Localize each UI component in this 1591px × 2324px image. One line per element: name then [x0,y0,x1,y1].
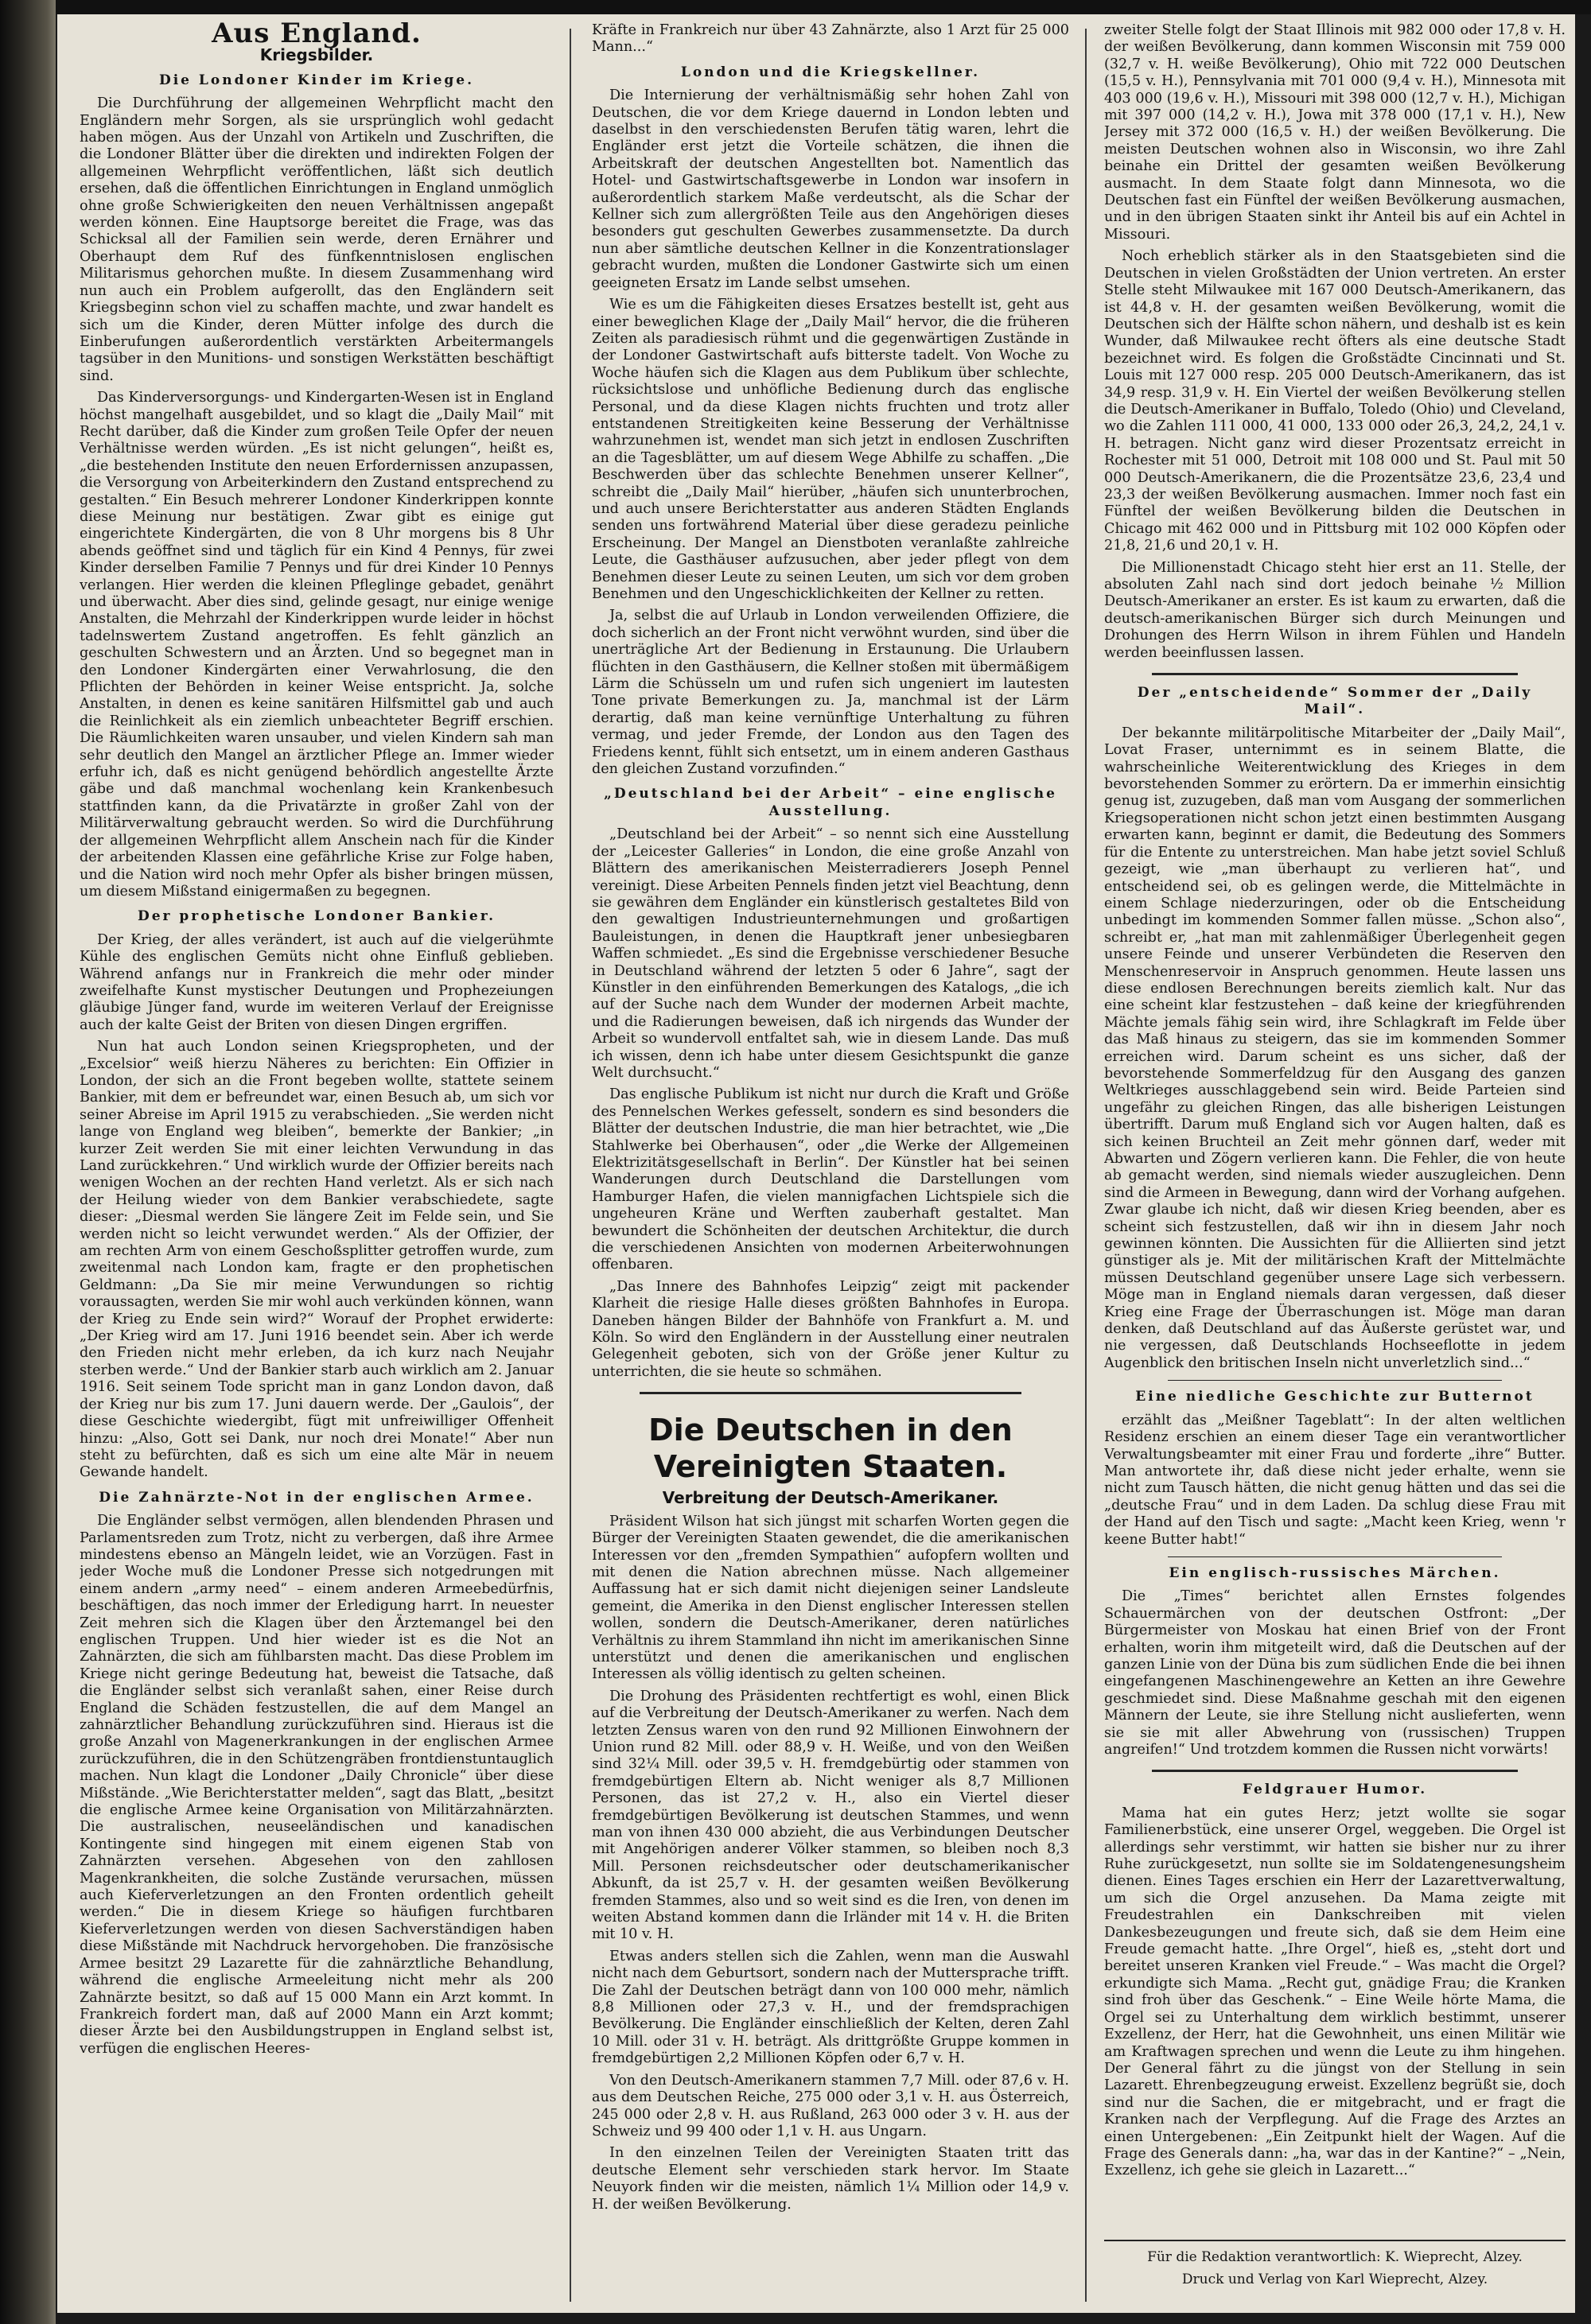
section-divider [1168,1556,1502,1557]
article-paragraph: Das englische Publikum ist nicht nur durch die Kraft und Größe des Pennelschen Werkes gefesselt, sondern es sind besonders die Blätter der deutschen Industrie, die man hier betrachtet, wie „Die Stahlwerke bei Oberhausen“, oder „die Werke der Allgemeinen Elektrizitätsgesellschaft in Berlin“. Der Künstler hat bei seinen Wanderungen durch Deutschland die Darstellungen vom Hamburger Hafen, die vielen mannigfachen Lichtspiele sich die ungeheuren Kräne und Werften zauberhaft gestaltet. Man bewundert die Schönheiten der deutschen Architektur, die durch die verschiedenen Ansichten von modernen Arbeiterwohnungen offenbaren. [592,1086,1069,1273]
article-paragraph: Die Durchführung der allgemeinen Wehrpflicht macht den Engländern mehr Sorgen, als sie ursprünglich wohl gedacht haben mögen. Aus der Unzahl von Artikeln und Zuschriften, die die Londoner Blätter über die direkten und indirekten Folgen der allgemeinen Wehrpflicht veröffentlichen, läßt sich deutlich ersehen, daß die öffentlichen Einrichtungen in England unmöglich ohne große Schwierigkeiten den neuen Verhältnissen angepaßt werden können. Eine Hauptsorge bereitet die Frage, was das Schicksal all der Familien sein werde, deren Ernährer und Oberhaupt dem Ruf des fünfkenntnislosen englischen Militarismus gehorchen mußte. In diesem Zusammenhang wird nun auch ein Problem aufgerollt, das den Engländern seit Kriegsbeginn schon viel zu schaffen machte, und zwar handelt es sich um die Kinder, deren Mütter infolge des durch die Einberufungen außerordentlich verstärkten Arbeitermangels tagsüber in den Munitions- und sonstigen Werkstätten beschäftigt sind. [80,95,554,384]
scan-binding-edge [0,0,56,2324]
article-heading-exhibition: „Deutschland bei der Arbeit“ – eine englische Ausstellung. [604,786,1057,819]
article-paragraph: „Deutschland bei der Arbeit“ – so nennt sich eine Ausstellung der „Leicester Galleries“ in London, die eine große Anzahl von Blättern des amerikanischen Meisterradierers Joseph Pennel vereinigt. Diese Arbeiten Pennels finden jetzt viel Beachtung, denn sie gewähren dem Engländer ein künstlerisch gestaltetes Bild von den gewaltigen Industrieunternehmungen und großartigen Bauleistungen, in denen die Hauptkraft jener unbesiegbaren Waffen schmiedet. „Es sind die Ergebnisse verschiedener Besuche in Deutschland während der letzten 5 oder 6 Jahre“, sagt der Künstler in den einführenden Bemerkungen des Katalogs, „die ich auf der Suche nach dem Wunder der modernen Arbeit machte, und die Radierungen beweisen, daß ich nirgends das Wunder der Arbeit so wundervoll entfaltet sah, wie in diesem Lande. Das muß ich wissen, denn ich habe unter diesem Gesichtspunkt die ganze Welt durchsucht.“ [592,826,1069,1081]
column-rule-2 [1085,29,1087,2302]
article-heading-banker: Der prophetische Londoner Bankier. [137,908,496,925]
article-paragraph: Die Millionenstadt Chicago steht hier erst an 11. Stelle, der absoluten Zahl nach sind dort jedoch beinahe ½ Million Deutsch-Amerikaner an erster. Es ist kaum zu erwarten, daß die deutsch-amerikanischen Bürger sich durch Meinungen und Drohungen des Herrn Wilson in ihrem Fühlen und Handeln werden beeinflussen lassen. [1104,559,1566,661]
continued-text: Kräfte in Frankreich nur über 43 Zahnärzte, also 1 Arzt für 25 000 Mann...“ [592,22,1069,56]
article-subtitle-distribution: Verbreitung der Deutsch-Amerikaner. [662,1488,999,1508]
column-3 [1104,22,1566,2305]
article-heading-daily-mail-summer: Der „entscheidende“ Sommer der „Daily Mail“. [1137,685,1533,718]
column-1 [80,22,554,2305]
article-heading-butter: Eine niedliche Geschichte zur Butternot [1135,1389,1535,1405]
section-title-aus-england: Aus England. [212,22,422,49]
imprint [1104,2240,1566,2291]
column-2 [592,22,1069,2305]
section-divider [640,1392,1021,1394]
article-paragraph: Die „Times“ berichtet allen Ernstes folgendes Schauermärchen von der deutschen Ostfront: „Der Bürgermeister von Moskau hat einen Brief von der Front erhalten, worin ihm mitgeteilt wird, daß die Deutschen auf der ganzen Linie von der Düna bis zum südlichen Ende die bei ihnen eingefangenen Maschinengewehre an Ketten an ihre Gewehre geschmiedet sind. Diese Maßnahme geschah mit den eigenen Männern der Leute, sie ihre Stellung nicht auslieferten, wenn sie sie mit aller Abwehrung von (russischen) Truppen angreifen!“ Und trotzdem kommen die Russen nicht vorwärts! [1104,1588,1566,1758]
article-paragraph: „Das Innere des Bahnhofes Leipzig“ zeigt mit packender Klarheit die riesige Halle dieses größten Bahnhofes in Europa. Daneben hängen Bilder der Bahnhöfe von Frankfurt a. M. und Köln. So wird den Engländern in der Ausstellung einer neutralen Gelegenheit geboten, sich von der Größe jener Kultur zu unterrichten, die sie heute so schmähen. [592,1278,1069,1380]
section-subtitle-kriegsbilder: Kriegsbilder. [259,45,374,65]
article-paragraph: In den einzelnen Teilen der Vereinigten Staaten tritt das deutsche Element sehr verschieden stark hervor. Im Staate Neuyork finden wir die meisten, nämlich 1¼ Million oder 14,9 v. H. der weißen Bevölkerung. [592,2145,1069,2213]
article-paragraph: Wie es um die Fähigkeiten dieses Ersatzes bestellt ist, geht aus einer beweglichen Klage der „Daily Mail“ hervor, die die früheren Zeiten als paradiesisch rühmt und die gegenwärtigen Zustände in der Londoner Gastwirtschaft aufs bitterste tadelt. Von Woche zu Woche häufen sich die Klagen aus dem Publikum über schlechte, rücksichtslose und unhöfliche Bedienung durch das englische Personal, und da diese Klagen nichts fruchten und trotz aller entstandenen Streitigkeiten keine Besserung der Verhältnisse wahrzunehmen ist, wendet man sich jetzt in endlosen Zuschriften an die Tagesblätter, um auf diesem Wege Abhilfe zu schaffen. „Die Beschwerden über das schlechte Benehmen unserer Kellner“, schreibt die „Daily Mail“ hierüber, „häufen sich ununterbrochen, und auch unsere Berichterstatter aus anderen Städten Englands senden uns fortwährend Material über diese geradezu peinliche Erscheinung. Der Mangel an Dienstboten veranlaßte zahlreiche Leute, die Gasthäuser aufzusuchen, aber jeder pflegt von dem Benehmen dieser Leute zu seinen Leuten, um sich vor dem groben Benehmen und den Ungeschicklichkeiten der Kellner zu retten. [592,297,1069,602]
article-paragraph: Mama hat ein gutes Herz; jetzt wollte sie sogar Familienerbstück, eine unserer Orgel, weggeben. Die Orgel ist allerdings sehr verstimmt, wir hatten sie bisher nur zu ihrer Ruhe zurückgesetzt, nun sollte sie im Soldatengenesungsheim dienen. Eines Tages erschien ein Herr der Lazarettverwaltung, um sich die Orgel anzusehen. Da Mama zeigte mit Freudestrahlen ein Dankschreiben mit vielen Dankesbezeugungen und freute sich, daß sie dem Heim eine Freude gemacht hatte. „Ihre Orgel“, hieß es, „steht dort und bereitet unseren Kranken viel Freude.“ – Was macht die Orgel? erkundigte sich Mama. „Recht gut, gnädige Frau; die Kranken sind froh über das Geschenk.“ – Eine Weile hörte Mama, die Orgel sei zu Unterhaltung dem wirklich bestimmt, unserer Exzellenz, der Herr, hat die Gewohnheit, uns einen Militär wie am Kraftwagen sprechen und wenn die Leute zu ihm hingehen. Der General fährt zu die jüngst von der Stellung in sein Lazarett. Ehrenbegzeugung erweist. Exzellenz begrüßt sie, doch sind nur die Sachen, die er mitgebracht, und er fragt die Kranken nach der Verpflegung. Auf die Frage des Arztes an einen Untergebenen: „Ein Zeitpunkt hielt der Wagen. Auf die Frage des Generals dann: „ha, war das in der Kantine?“ – „Nein, Exzellenz, ich gehe sie gleich in Lazarett...“ [1104,1805,1566,2179]
article-paragraph: Der Krieg, der alles verändert, ist auch auf die vielgerühmte Kühle des englischen Gemüts nicht ohne Einfluß geblieben. Während anfangs nur in Frankreich die mehr oder minder zweifelhafte Kunst mystischer Deutungen und Prophezeiungen gläubige Jünger fand, wurde im weiteren Verlauf der Ereignisse auch der kalte Geist der Briten von diesen Dingen ergriffen. [80,931,554,1033]
article-title-germans-in-us: Die Deutschen in den Vereinigten Staaten. [648,1413,1013,1485]
article-paragraph: Der bekannte militärpolitische Mitarbeiter der „Daily Mail“, Lovat Fraser, unternimmt es in seinem Blatte, die wahrscheinliche Weiterentwicklung des Krieges in dem bevorstehenden Sommer zu erörtern. Da er immerhin einsichtig genug ist, zuzugeben, daß man vom Ausgang der sommerlichen Kriegsoperationen nicht schon jetzt einen bestimmten Ausgang erwarten kann, beginnt er damit, die Bedeutung des Sommers für die Entente zu unterstreichen. Man habe jetzt soviel Schluß gezeigt, wie „man überhaupt zu verlieren hat“, und entscheidend sei, ob es gelingen werde, die Mittelmächte in einem Schlage niederzuringen, oder ob die Entscheidung unbedingt im kommenden Sommer fallen müsse. „Schon also“, schreibt er, „hat man mit zahlenmäßiger Überlegenheit gegen unsere Feinde und unserer Verbündeten die Reserven den Menschenreservoir in Anspruch genommen. Heute lassen uns diese endlosen Berechnungen bereits ziemlich kalt. Nur das eine scheint klar festzustehen – daß keine der kriegführenden Mächte jemals fähig sein wird, ihre Schlagkraft im Felde über das Maß hinaus zu steigern, das sie im kommenden Sommer erreichen wird. Darum scheint es uns sicher, daß der bevorstehende Sommerfeldzug für den Ausgang des ganzen Weltkrieges ausschlaggebend sein wird. Beide Parteien sind ungefähr zu gleichen Ringen, das alle bisherigen Leistungen übertrifft. Darum muß England sich vor Augen halten, daß es sich keinen Bruchteil an Zeit mehr gönnen darf, weder mit Abwarten und Zögern verlieren kann. Die Fehler, die von heute ab gemacht werden, sind niemals wieder auszugleichen. Denn sind die Armeen in Bewegung, dann wird der Vorhang aufgehen. Zwar glaube ich nicht, daß wir diesen Krieg beenden, aber es scheint sich festzustellen, daß wir ihn in diesem Jahr noch gewinnen könnten. Die Aussichten für die Alliierten sind jetzt günstiger als je. Mit der militärischen Kraft der Mittelmächte müssen Deutschland gegenüber unsere Lage sich verbessern. Möge man in England niemals daran vergessen, daß dieser Krieg eine Frage der Überraschungen ist. Möge man daran denken, daß Deutschland auf das Äußerste gerüstet war, und nie vergessen, daß Deutschlands Hochseeflotte in jedem Augenblick den britischen Inseln nicht unverletzlich sind...“ [1104,725,1566,1371]
article-paragraph: Präsident Wilson hat sich jüngst mit scharfen Worten gegen die Bürger der Vereinigten Staaten gewendet, die die amerikanischen Interessen vor den „fremden Sympathien“ aufopfern wollten und mit denen die Nation abrechnen müsse. Nach allgemeiner Auffassung hat er sich damit nicht diejenigen seiner Landsleute gemeint, die Amerika in den Dienst englischer Interessen stellen wollen, sondern die Deutsch-Amerikaner, deren natürliches Verhältnis zu ihrem Stammland ihn nicht im amerikanischen Sinne unterstützt und denen die amerikanischen und englischen Interessen als völlig identisch zu gelten scheinen. [592,1513,1069,1683]
article-paragraph: Von den Deutsch-Amerikanern stammen 7,7 Mill. oder 87,6 v. H. aus dem Deutschen Reiche, 275 000 oder 3,1 v. H. aus Österreich, 245 000 oder 2,8 v. H. aus Rußland, 263 000 oder 3 v. H. aus der Schweiz und 99 400 oder 1,1 v. H. aus Ungarn. [592,2072,1069,2139]
imprint-editor: Für die Redaktion verantwortlich: K. Wieprecht, Alzey. [1147,2249,1523,2265]
section-divider [1152,673,1518,675]
article-heading-waiters: London und die Kriegskellner. [680,64,981,80]
article-paragraph: Noch erheblich stärker als in den Staatsgebieten sind die Deutschen in vielen Großstädten der Union vertreten. An erster Stelle steht Milwaukee mit 167 000 Deutsch-Amerikanern, das ist 44,8 v. H. der gesamten weißen Bevölkerung, womit die Deutschen sich der Hälfte schon nähern, und deshalb ist es kein Wunder, daß Milwaukee recht öfters als eine deutsche Stadt bezeichnet wird. Es folgen die Großstädte Cincinnati und St. Louis mit 127 000 resp. 205 000 Deutsch-Amerikanern, das ist 34,9 resp. 31,9 v. H. Ein Viertel der weißen Bevölkerung stellen die Deutsch-Amerikaner in Buffalo, Toledo (Ohio) und Cleveland, wo die Zahlen 111 000, 41 000, 133 000 oder 26,3, 24,2, 24,1 v. H. betragen. Nicht ganz wird dieser Prozentsatz erreicht in Rochester mit 51 000, Detroit mit 108 000 und St. Paul mit 50 000 Deutsch-Amerikanern, die die Prozentsätze 23,6, 23,4 und 23,3 der weißen Bevölkerung ausmachen. Immer noch fast ein Fünftel der weißen Bevölkerung bilden die Deutschen in Chicago mit 462 000 und in Pittsburg mit 102 000 Köpfen oder 21,8, 21,6 und 20,1 v. H. [1104,248,1566,554]
section-divider [1168,1380,1502,1381]
article-paragraph: Etwas anders stellen sich die Zahlen, wenn man die Auswahl nicht nach dem Geburtsort, sondern nach der Muttersprache trifft. Die Zahl der Deutschen beträgt dann von 100 000 mehr, nämlich 8,8 Millionen oder 27,3 v. H., und der fremdsprachigen Bevölkerung. Die Engländer einschließlich der Kelten, deren Zahl 10 Mill. oder 31 v. H. beträgt. Als drittgrößte Gruppe kommen in fremdgebürtigen 2,2 Millionen Köpfen oder 6,7 v. H. [592,1948,1069,2067]
article-paragraph: erzählt das „Meißner Tageblatt“: In der alten weltlichen Residenz erschien an einem dieser Tage ein verantwortlicher Verwaltungsbeamter mit einer Frau und forderte „ihre“ Butter. Man antwortete ihr, daß diese nicht jeder erhalte, wenn sie nicht zum Tausch hätten, die nicht genug hätten und das sei die „deutsche Frau“ und in dem Laden. Da schlug diese Frau mit der Hand auf den Tisch und sagte: „Macht keen Krieg, wenn 'r keene Butter habt!“ [1104,1412,1566,1548]
article-heading-london-children: Die Londoner Kinder im Kriege. [158,72,475,88]
article-paragraph: Die Drohung des Präsidenten rechtfertigt es wohl, einen Blick auf die Verbreitung der Deutsch-Amerikaner zu werfen. Nach dem letzten Zensus waren von den rund 92 Millionen Einwohnern der Union rund 82 Mill. oder 88,9 v. H. Weiße, und von den Weißen sind 32¼ Mill. oder 39,5 v. H. fremdgebürtig oder stammen von fremdgebürtigen Eltern ab. Nicht weniger als 8,7 Millionen Personen, das ist 27,2 v. H., also ein Viertel dieser fremdgebürtigen Bevölkerung ist deutschen Stammes, und wenn man von ihnen 430 000 abzieht, die aus Verbindungen Deutscher mit Angehörigen anderer Völker stammen, so bleiben noch 8,3 Mill. Personen reichsdeutscher oder deutschamerikanischer Abkunft, da ist 25,7 v. H. der gesamten weißen Bevölkerung fremden Stammes, also und so weit sind es die Iren, von denen im weiten Abstand kommen dann die Irländer mit 14 v. H. die Briten mit 10 v. H. [592,1688,1069,1943]
newspaper-page [57,14,1575,2313]
article-paragraph: Die Engländer selbst vermögen, allen blendenden Phrasen und Parlamentsreden zum Trotz, nicht zu verbergen, daß ihre Armee mindestens ebenso an Mängeln leidet, wie an Vorzügen. Fast in jeder Woche muß die Londoner Presse sich notgedrungen mit einem andern „army need“ – einem anderen Armeebedürfnis, beschäftigen, das noch immer der Erledigung harrt. In neuester Zeit mehren sich die Klagen über den Ärztemangel bei den englischen Truppen. Und hier wieder ist es die Not an Zahnärzten, die sich am fühlbarsten macht. Das diese Problem im Kriege nicht geringe Bedeutung hat, beweist die Tatsache, daß die Engländer selbst sich veranlaßt sahen, einer Reise durch England die Schäden festzustellen, die auf dem Mangel an zahnärztlicher Behandlung zurückzuführen sind. Hieraus ist die große Anzahl von Magenerkrankungen in der englischen Armee zurückzuführen, die in den Schützengräben frontdienstuntauglich machen. Nun klagt die Londoner „Daily Chronicle“ über diese Mißstände. „Wie Berichterstatter melden“, sagt das Blatt, „besitzt die englische Armee keine Organisation von Militärzahnärzten. Die australischen, neuseeländischen und kanadischen Kontingente sind hingegen mit einem eigenen Stab von Zahnärzten versehen. Abgesehen von den zahllosen Magenkrankheiten, die solche Zustände verursachen, müssen auch Kieferverletzungen an den Fronten ordentlich geheilt werden.“ Die in diesem Kriege so häufigen furchtbaren Kieferverletzungen werden von diesen Sachverständigen haben diese Mißstände mit Nachdruck hervorgehoben. Die französische Armee besitzt 29 Lazarette für die zahnärztliche Behandlung, während die englische Armeeleitung nicht mehr als 200 Zahnärzte besitzt, so daß auf 15 000 Mann ein Arzt kommt. In Frankreich fordert man, daß auf 2000 Mann ein Arzt kommt; dieser Ärzte bei den Ausbildungstruppen in England selbst ist, verfügen die englischen Heeres- [80,1513,554,2057]
article-paragraph: Die Internierung der verhältnismäßig sehr hohen Zahl von Deutschen, die vor dem Kriege dauernd in London lebten und daselbst in den verschiedensten Berufen tätig waren, lehrt die Engländer erst jetzt die Vorteile schätzen, die ihnen die Arbeitskraft der deutschen Angestellten bot. Namentlich das Hotel- und Gastwirtschaftsgewerbe in London war insofern in außerordentlich starkem Maße verdeutscht, als die Schar der Kellner sich zum allergrößten Teile aus den Angehörigen dieses besonders gut geschulten Gewerbes zusammensetzte. Da durch nun aber sämtliche deutschen Kellner in die Konzentrationslager gebracht wurden, mußten die Londoner Gastwirte sich um einen geeigneten Ersatz im Lande selbst umsehen. [592,87,1069,291]
imprint-publisher: Druck und Verlag von Karl Wieprecht, Alzey. [1181,2272,1488,2287]
section-divider [1152,1770,1518,1772]
article-paragraph: Nun hat auch London seinen Kriegspropheten, und der „Excelsior“ weiß hierzu Näheres zu berichten: Ein Offizier in London, der sich an die Front begeben wollte, stattete seinem Bankier, mit dem er befreundet war, einen Besuch ab, um sich vor seiner Abreise im April 1915 zu verabschieden. „Sie werden nicht lange von England weg bleiben“, bemerkte der Bankier; „in kurzer Zeit werden Sie mit einer leichten Verwundung in das Land zurückkehren.“ Und wirklich wurde der Offizier bereits nach wenigen Wochen an der rechten Hand verletzt. Als er sich nach der Heilung wieder von dem Bankier verabschiedete, sagte dieser: „Diesmal werden Sie längere Zeit im Felde sein, und Sie werden nicht so leicht verwundet werden.“ Als der Offizier, der am rechten Arm von einem Geschoßsplitter getroffen wurde, zum zweitenmal nach London kam, fragte er den prophetischen Geldmann: „Da Sie mir meine Verwundungen so richtig voraussagten, werden Sie mir wohl auch verkünden können, wann der Krieg zu Ende sein wird?“ Worauf der Prophet erwiderte: „Der Krieg wird am 17. Juni 1916 beendet sein. Aber ich werde den Frieden nicht mehr erleben, da ich kurz nach Neujahr sterben werde.“ Und der Bankier starb auch wirklich am 2. Januar 1916. Seit seinem Tode spricht man in ganz London davon, daß der Krieg nur bis zum 17. Juni dauern werde. Der „Gaulois“, der diese Geschichte wiedergibt, fügt mit unfreiwilliger Offenheit hinzu: „Also, Gott sei Dank, nur noch drei Monate!“ Aber nun steht zu befürchten, daß es sich um eine alte Mär in neuem Gewande handelt. [80,1039,554,1481]
article-heading-humor: Feldgrauer Humor. [1242,1782,1428,1798]
article-heading-dentists: Die Zahnärzte-Not in der englischen Armee. [99,1489,535,1506]
article-paragraph: Ja, selbst die auf Urlaub in London verweilenden Offiziere, die doch sicherlich an der Front nicht verwöhnt wurden, sind über die unerträgliche Art der Bedienung in Erstaunung. Die Urlaubern flüchten in den Gasthäusern, die Kellner stoßen mit übermäßigem Lärm die Schüsseln um und rufen sich ungeniert im lautesten Tone private Bemerkungen zu. Ja, manchmal ist der Lärm derartig, daß man keine vernünftige Unterhaltung zu führen vermag, und jeder Fremde, der London aus den Tagen des Friedens kennt, fühlt sich entsetzt, um in einem anderen Gasthaus den gleichen Zustand vorzufinden.“ [592,608,1069,778]
article-heading-fairy-tale: Ein englisch-russisches Märchen. [1169,1564,1501,1581]
scan-border-top [0,0,1591,14]
continued-text: zweiter Stelle folgt der Staat Illinois mit 982 000 oder 17,8 v. H. der weißen Bevölkerung, dann kommen Wisconsin mit 759 000 (32,7 v. H. weiße Bevölkerung), Ohio mit 722 000 Deutschen (15,5 v. H.), Pennsylvania mit 701 000 (9,4 v. H.), Minnesota mit 403 000 (19,6 v. H.), Missouri mit 398 000 (12,7 v. H.), Michigan mit 397 000 (14,2 v. H.), Jowa mit 378 000 (17,1 v. H.), New Jersey mit 372 000 (16,5 v. H.) der weißen Bevölkerung. Die meisten Deutschen wohnen also in Wisconsin, wo ihre Zahl beinahe ein Drittel der gesamten weißen Bevölkerung ausmacht. In dem Staate folgt dann Minnesota, wo die Deutschen fast ein Fünftel der weißen Bevölkerung ausmachen, und in den übrigen Staaten sinkt ihr Anteil bis auf ein Achtel in Missouri. [1104,22,1566,243]
column-rule-1 [570,29,571,2302]
article-paragraph: Das Kinderversorgungs- und Kindergarten-Wesen ist in England höchst mangelhaft ausgebildet, und so klagt die „Daily Mail“ mit Recht darüber, daß die Kinder zum großen Teile Opfer der neuen Verhältnisse werden würden. „Es ist nicht gelungen“, heißt es, „die bestehenden Institute den neuen Erfordernissen anzupassen, die Versorgung von Arbeiterkindern den Zustand entsprechend zu gestalten.“ Ein Besuch mehrerer Londoner Kinderkrippen konnte diese Meinung nur bestätigen. Zwar gibt es einige gut eingerichtete Kindergärten, die von 8 Uhr morgens bis 8 Uhr abends geöffnet sind und täglich für ein Kind 4 Pennys, für zwei Kinder derselben Familie 7 Pennys und für drei Kinder 10 Pennys verlangen. Hier werden die kleinen Pfleglinge gebadet, genährt und überwacht. Aber dies sind, gelinde gesagt, nur einige wenige Anstalten, die Mehrzahl der Kinderkrippen wurde leider in höchst tadelnswertem Zustand angetroffen. Es fehlt gänzlich an geschulten Schwestern und an Ärzten. Und so begegnet man in den Londoner Kindergärten einer Verwahrlosung, die den Pflichten der Behörden in keiner Weise entspricht. Ja, solche Anstalten, in denen es keine sanitären Hilfsmittel gab und auch die Reinlichkeit als ein ziemlich unbeachteter Begriff erschien. Die Räumlichkeiten waren unsauber, und vielen Kindern sah man sehr deutlich den Mangel an ärztlicher Pflege an. Immer wieder erfuhr ich, daß es nicht genügend behördlich angestellte Ärzte gäbe und daß manchmal wochenlang kein Krankenbesuch stattfinden kann, da die Privatärzte in großer Zahl von der Militärverwaltung gebraucht werden. So wird die Durchführung der allgemeinen Wehrpflicht allem Anschein nach für die Kinder der arbeitenden Klassen eine gefährliche Krise zur Folge haben, und die Nation wird noch mehr Opfer als bisher bringen müssen, um diesem Mißstand einigermaßen zu begegnen. [80,390,554,900]
